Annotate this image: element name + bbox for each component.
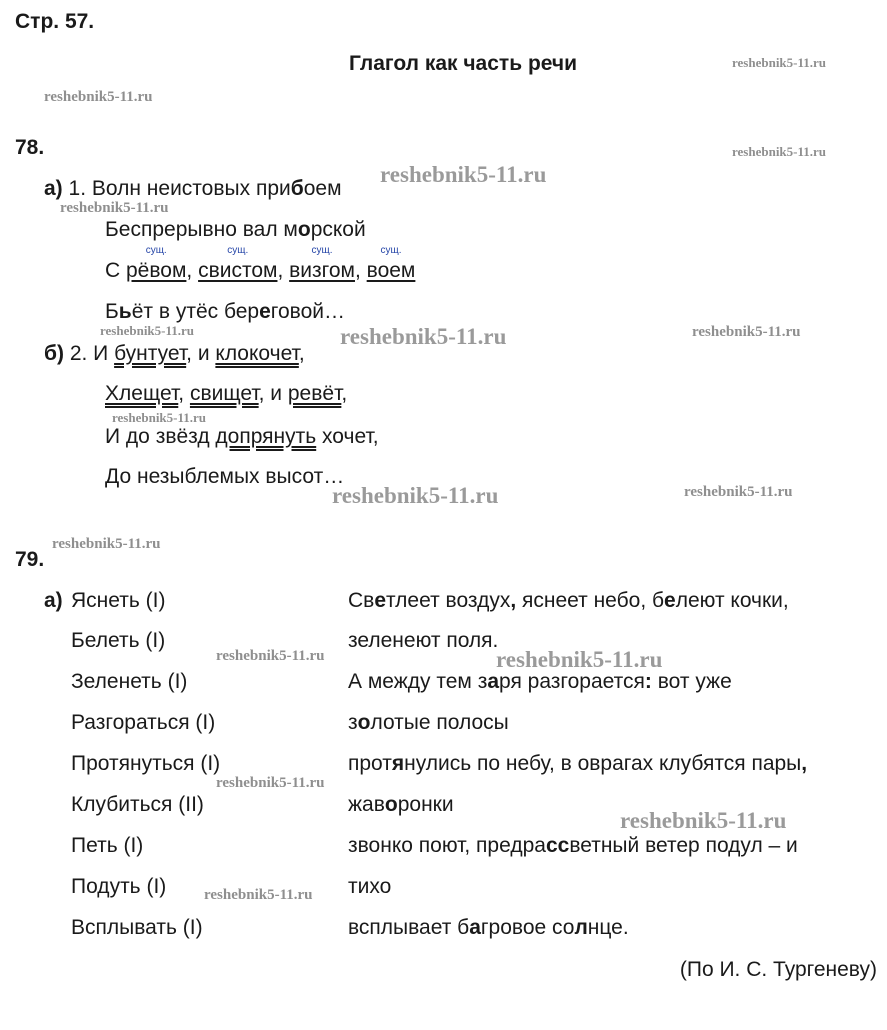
poem-line: Хлещет, свищет, и ревёт,: [105, 382, 348, 405]
watermark: reshebnik5-11.ru: [340, 324, 507, 349]
noun-word: сущ. рёвом: [126, 245, 187, 282]
text-line: звонко поют, предрассветный ветер подул – и: [348, 834, 798, 857]
verb-list-item: Белеть (I): [71, 629, 166, 652]
exercise-number: 79.: [15, 548, 45, 571]
verb-word: клокочет: [215, 342, 299, 365]
watermark: reshebnik5-11.ru: [684, 484, 793, 500]
text-line: зеленеют поля.: [348, 629, 499, 652]
text-source: (По И. С. Тургеневу): [679, 958, 877, 981]
verb-list-item: Клубиться (II): [71, 793, 204, 816]
verb-word: допрянуть: [215, 425, 317, 448]
watermark: reshebnik5-11.ru: [112, 410, 207, 425]
poem-line: До незыблемых высот…: [105, 465, 345, 488]
text-line: тихо: [348, 875, 392, 898]
text-line: протянулись по небу, в оврагах клубятся пары,: [348, 752, 808, 775]
verb-word: свищет: [189, 382, 259, 405]
watermark: reshebnik5-11.ru: [332, 483, 499, 508]
poem-line: Беспрерывно вал морской: [105, 218, 366, 241]
watermark: reshebnik5-11.ru: [496, 647, 663, 672]
verb-list-item: Петь (I): [71, 834, 144, 857]
watermark: reshebnik5-11.ru: [732, 144, 827, 159]
verb-list-item: Подуть (I): [71, 875, 167, 898]
verb-word: Хлещет: [105, 382, 179, 405]
watermark: reshebnik5-11.ru: [620, 808, 787, 833]
verb-list-item: Всплывать (I): [71, 916, 203, 939]
verb-list-item: Яснеть (I): [71, 589, 166, 612]
watermark: reshebnik5-11.ru: [44, 89, 153, 105]
poem-line: Бьёт в утёс береговой…: [105, 300, 346, 323]
part-label: а): [44, 589, 63, 612]
poem-line-nouns: С сущ. рёвом, сущ. свистом, сущ. визгом, сущ. воем: [105, 245, 416, 282]
watermark: reshebnik5-11.ru: [692, 324, 801, 340]
noun-tag: сущ.: [145, 245, 167, 256]
part-label: б): [44, 342, 64, 365]
watermark: reshebnik5-11.ru: [52, 536, 161, 552]
watermark: reshebnik5-11.ru: [380, 162, 547, 187]
poem-line: а) 1. Волн неистовых прибоем: [44, 177, 342, 200]
poem-line: И до звёзд допрянуть хочет,: [105, 425, 379, 448]
text-line: А между тем заря разгорается: вот уже: [348, 670, 732, 693]
watermark: reshebnik5-11.ru: [216, 775, 325, 791]
noun-tag: сущ.: [311, 245, 333, 256]
part-label: а): [44, 177, 63, 200]
watermark: reshebnik5-11.ru: [100, 323, 195, 338]
verb-word: ревёт: [287, 382, 342, 405]
poem-line: б) 2. И бунтует, и клокочет,: [44, 342, 305, 365]
verb-list-item: Протянуться (I): [71, 752, 221, 775]
noun-tag: сущ.: [380, 245, 402, 256]
verb-list-item: Зеленеть (I): [71, 670, 188, 693]
page-title: Глагол как часть речи: [349, 52, 578, 75]
exercise-number: 78.: [15, 136, 45, 159]
watermark: reshebnik5-11.ru: [204, 887, 313, 903]
page-number: Стр. 57.: [15, 10, 95, 33]
text-line: золотые полосы: [348, 711, 509, 734]
text-line: всплывает багровое солнце.: [348, 916, 629, 939]
text-line: Светлеет воздух, яснеет небо, белеют кочки,: [348, 589, 789, 612]
watermark: reshebnik5-11.ru: [60, 200, 169, 216]
watermark: reshebnik5-11.ru: [732, 55, 827, 70]
noun-tag: сущ.: [227, 245, 249, 256]
noun-word: сущ. свистом: [198, 245, 278, 282]
text-line: жаворонки: [348, 793, 454, 816]
noun-word: сущ. воем: [366, 245, 416, 282]
verb-word: бунтует: [114, 342, 187, 365]
noun-word: сущ. визгом: [289, 245, 355, 282]
watermark: reshebnik5-11.ru: [216, 648, 325, 664]
verb-list-item: Разгораться (I): [71, 711, 216, 734]
